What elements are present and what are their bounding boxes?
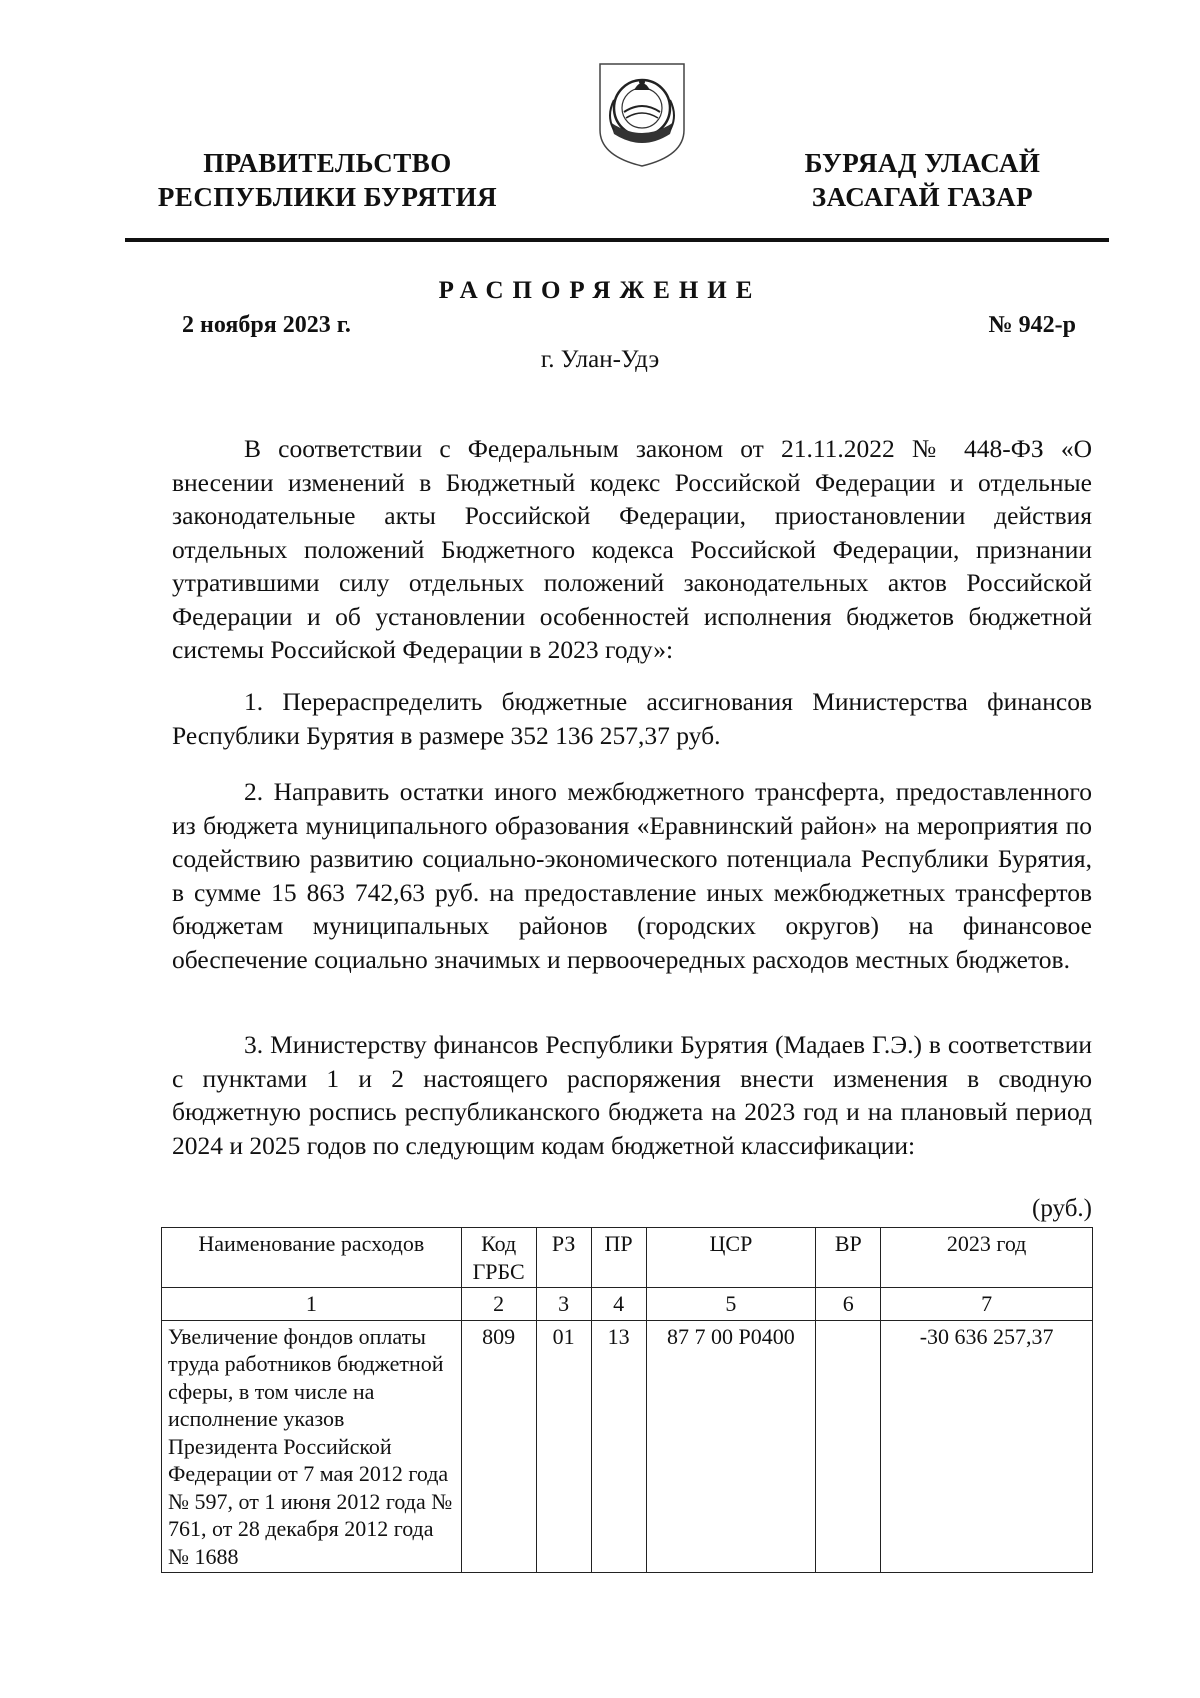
document-number: № 942-р [988,312,1076,338]
table-row [162,1320,1093,1573]
row-rz: 01 [536,1320,591,1573]
header-csr: ЦСР [646,1228,816,1288]
row-csr: 87 7 00 Р0400 [646,1320,816,1573]
col-number: 2 [461,1288,536,1321]
table-unit: (руб.) [1032,1195,1092,1222]
header-name: Наименование расходов [162,1228,462,1288]
coat-of-arms-icon [596,60,688,170]
header-right-line2: ЗАСАГАЙ ГАЗАР [811,182,1034,212]
header-left-line2: РЕСПУБЛИКИ БУРЯТИЯ [157,182,498,212]
header-rz: РЗ [536,1228,591,1288]
header-vr: ВР [816,1228,881,1288]
budget-table [161,1227,1093,1573]
paragraph-item-3: 3. Министерству финансов Республики Бурятия (Мадаев Г.Э.) в соответствии с пунктами 1 и 2 настоящего распоряжения внести изменения в сводную бюджетную роспись республиканского бюджета на 2023 год и на плановый период 2024 и 2025 годов по следующим кодам бюджетной классификации: [172,1030,1092,1160]
document-city: г. Улан-Удэ [540,346,660,373]
paragraph-preamble: В соответствии с Федеральным законом от 21.11.2022 № 448-ФЗ «О внесении изменений в Бюджетный кодекс Российской Федерации и отдельные законодательные акты Российской Федерации, приостановлении действия отдельных положений Бюджетного кодекса Российской Федерации, признании утратившими силу отдельных положений законодательных актов Российской Федерации и об установлении особенностей исполнения бюджетов бюджетной системы Российской Федерации в 2023 году»: [172,434,1092,664]
paragraph-item-1: 1. Перераспределить бюджетные ассигнования Министерства финансов Республики Бурятия в размере 352 136 257,37 руб. [172,687,1092,750]
header-divider [125,238,1109,242]
row-name: Увеличение фондов оплаты труда работников бюджетной сферы, в том числе на исполнение указов Президента Российской Федерации от 7 мая 2012 года № 597, от 1 июня 2012 года № 761, от 28 декабря 2012 года № 1688 [162,1320,462,1573]
header-year: 2023 год [881,1228,1093,1288]
row-amount: -30 636 257,37 [881,1320,1093,1573]
row-grbs: 809 [461,1320,536,1573]
table-col-numbers-row [162,1288,1093,1321]
header-pr: ПР [591,1228,646,1288]
paragraph-item-2: 2. Направить остатки иного межбюджетного трансферта, предоставленного из бюджета муниципального образования «Еравнинский район» на мероприятия по содействию развитию социально-экономического потенциала Республики Бурятия, в сумме 15 863 742,63 руб. на предоставление иных межбюджетных трансфертов бюджетам муниципальных районов (городских округов) на финансовое обеспечение социально значимых и первоочередных расходов местных бюджетов. [172,777,1092,974]
col-number: 1 [162,1288,462,1321]
row-pr: 13 [591,1320,646,1573]
row-vr [816,1320,881,1573]
table-header-row [162,1228,1093,1288]
col-number: 7 [881,1288,1093,1321]
col-number: 6 [816,1288,881,1321]
col-number: 4 [591,1288,646,1321]
col-number: 5 [646,1288,816,1321]
col-number: 3 [536,1288,591,1321]
header-grbs: Код ГРБС [461,1228,536,1288]
header-right [770,146,1075,214]
header-left [150,146,505,214]
document-title: РАСПОРЯЖЕНИЕ [438,277,762,304]
header-right-line1: БУРЯАД УЛАСАЙ [804,148,1041,178]
header-left-line1: ПРАВИТЕЛЬСТВО [203,148,452,178]
document-date: 2 ноября 2023 г. [182,312,351,338]
